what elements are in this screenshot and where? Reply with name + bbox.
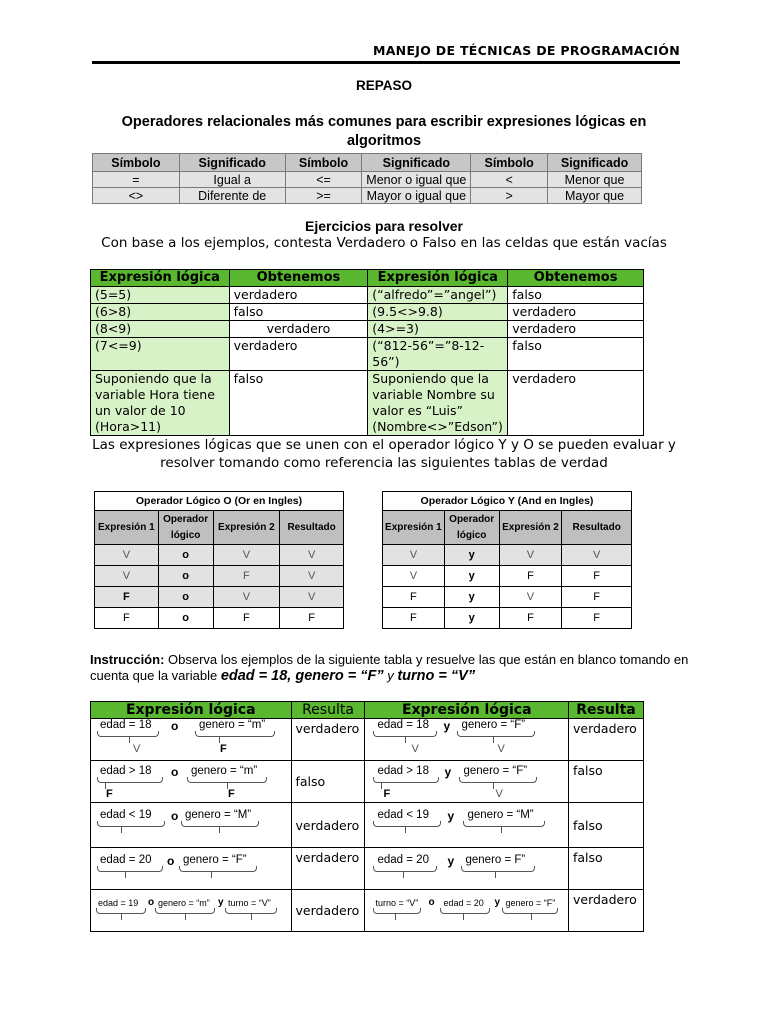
instruction-variables-turno: turno = “V” bbox=[397, 668, 476, 684]
expression-cell bbox=[91, 890, 292, 932]
table-row bbox=[95, 587, 344, 608]
header-cell: Resulta bbox=[291, 702, 365, 719]
table-cell: F bbox=[213, 566, 280, 587]
bracket-tick bbox=[125, 872, 126, 878]
table-cell: F bbox=[562, 587, 632, 608]
table-row bbox=[95, 566, 344, 587]
term-value: F bbox=[220, 743, 227, 755]
table-row bbox=[91, 371, 644, 436]
table-cell: F bbox=[383, 608, 445, 629]
table-cell: o bbox=[158, 545, 213, 566]
expression-term: edad < 19 bbox=[377, 809, 429, 821]
table-cell: V bbox=[213, 545, 280, 566]
operators-header-row bbox=[93, 154, 642, 172]
expression-cell bbox=[365, 719, 569, 761]
bracket-tick bbox=[493, 737, 494, 743]
expression-term: genero = “F” bbox=[505, 898, 556, 908]
table-cell: V bbox=[383, 566, 445, 587]
header-cell: Expresión lógica bbox=[368, 270, 508, 287]
logic-operator: o bbox=[171, 809, 179, 823]
table-row bbox=[91, 287, 644, 304]
result-cell: falso bbox=[568, 761, 643, 803]
header-cell: Obtenemos bbox=[508, 270, 644, 287]
bracket bbox=[97, 731, 159, 737]
answer-cell: verdadero bbox=[508, 371, 644, 436]
logic-operator: y bbox=[443, 719, 451, 733]
term-value: F bbox=[228, 788, 235, 800]
instruction-text bbox=[90, 652, 690, 684]
bracket-tick bbox=[129, 737, 130, 743]
bracket-tick bbox=[395, 914, 396, 920]
header-cell: Significado bbox=[362, 154, 471, 172]
table-cell: <> bbox=[93, 188, 180, 204]
section-title-repaso: REPASO bbox=[355, 78, 412, 93]
bracket-tick bbox=[495, 872, 496, 878]
instruction-lead: Instrucción: bbox=[90, 652, 165, 667]
bracket bbox=[459, 777, 537, 783]
exercises-table bbox=[90, 269, 644, 436]
table-cell: Menor que bbox=[548, 172, 642, 188]
result-cell: verdadero bbox=[291, 803, 365, 848]
instruction-body: Observa los ejemplos de la siguiente tabla y resuelve las que están en blanco tomando en cuenta que la variable bbox=[90, 652, 689, 683]
table-cell: Igual a bbox=[179, 172, 285, 188]
truth-table-or bbox=[94, 491, 344, 629]
table-cell: F bbox=[499, 608, 562, 629]
expression-term: edad > 18 bbox=[100, 765, 152, 777]
header-cell: Expresión lógica bbox=[365, 702, 569, 719]
bracket-tick bbox=[251, 914, 252, 920]
table-row bbox=[91, 338, 644, 371]
bracket-tick bbox=[501, 827, 502, 833]
expression-term: genero = “m” bbox=[199, 719, 266, 731]
truth-table-header-row bbox=[383, 511, 632, 545]
table-cell: Menor o igual que bbox=[362, 172, 471, 188]
table-cell: V bbox=[499, 545, 562, 566]
table-cell: F bbox=[280, 608, 344, 629]
expression-term: edad < 19 bbox=[100, 809, 152, 821]
term-value: V bbox=[411, 743, 419, 755]
relational-operators-table bbox=[92, 153, 642, 204]
table-row bbox=[91, 848, 644, 890]
table-row bbox=[95, 608, 344, 629]
table-cell: F bbox=[383, 587, 445, 608]
table-cell: V bbox=[213, 587, 280, 608]
expression-cell: (9.5<>9.8) bbox=[368, 304, 508, 321]
exercises-header-row bbox=[91, 270, 644, 287]
result-cell: verdadero bbox=[291, 890, 365, 932]
table-row bbox=[95, 545, 344, 566]
term-value: V bbox=[497, 743, 505, 755]
table-cell: y bbox=[444, 566, 499, 587]
table-row bbox=[383, 545, 632, 566]
bracket bbox=[373, 821, 441, 827]
operators-title: Operadores relacionales más comunes para escribir expresiones lógicas en algoritmos bbox=[121, 114, 647, 149]
header-cell: Símbolo bbox=[93, 154, 180, 172]
header-cell: Expresión 1 bbox=[95, 511, 159, 545]
table-cell: F bbox=[213, 608, 280, 629]
header-rule bbox=[92, 61, 680, 64]
bracket-tick bbox=[493, 783, 494, 789]
expression-term: genero = “M” bbox=[467, 809, 534, 821]
expression-term: genero = F” bbox=[465, 854, 526, 866]
truth-table-and bbox=[382, 491, 632, 629]
answer-cell: falso bbox=[229, 304, 368, 321]
table-cell: o bbox=[158, 587, 213, 608]
table-cell: F bbox=[562, 566, 632, 587]
answer-cell: falso bbox=[508, 287, 644, 304]
table-cell: V bbox=[280, 587, 344, 608]
result-cell: falso bbox=[568, 803, 643, 848]
logic-operator: y bbox=[447, 854, 455, 868]
table-row bbox=[383, 566, 632, 587]
bracket-tick bbox=[405, 827, 406, 833]
expression-term: edad = 20 bbox=[100, 854, 152, 866]
bracket bbox=[461, 866, 535, 872]
expression-term: edad > 18 bbox=[377, 765, 429, 777]
exercises-title: Ejercicios para resolver bbox=[305, 218, 463, 234]
expression-term: genero = “F” bbox=[461, 719, 526, 731]
header-cell: Significado bbox=[548, 154, 642, 172]
expression-cell: (7<=9) bbox=[91, 338, 230, 371]
expression-cell: (8<9) bbox=[91, 321, 230, 338]
expression-term: edad = 20 bbox=[377, 854, 429, 866]
document-header-title: MANEJO DE TÉCNICAS DE PROGRAMACIÓN bbox=[372, 43, 680, 58]
answer-cell: verdadero bbox=[229, 338, 368, 371]
table-cell: V bbox=[280, 566, 344, 587]
expression-term: turno = “V” bbox=[375, 898, 419, 908]
logic-operator: y bbox=[444, 765, 452, 779]
logic-operator: o bbox=[171, 719, 179, 733]
bracket bbox=[181, 821, 259, 827]
table-cell: V bbox=[383, 545, 445, 566]
logic-operator: y bbox=[494, 897, 501, 908]
logic-operator: o bbox=[171, 765, 179, 779]
table-cell: y bbox=[444, 587, 499, 608]
truth-table-title: Operador Lógico Y (And en Ingles) bbox=[383, 492, 632, 511]
table-cell: V bbox=[280, 545, 344, 566]
result-cell: falso bbox=[291, 761, 365, 803]
answer-cell: verdadero bbox=[229, 287, 368, 304]
table-cell: y bbox=[444, 545, 499, 566]
table-cell: >= bbox=[285, 188, 362, 204]
logic-operator: y bbox=[447, 809, 455, 823]
header-cell: Operador lógico bbox=[158, 511, 213, 545]
bracket bbox=[97, 866, 163, 872]
table-cell: V bbox=[562, 545, 632, 566]
expression-cell bbox=[91, 803, 292, 848]
bracket-tick bbox=[403, 872, 404, 878]
expression-cell: Suponiendo que la variable Hora tiene un valor de 10 (Hora>11) bbox=[91, 371, 230, 436]
expression-cell: Suponiendo que la variable Nombre su valor es “Luis” (Nombre<>”Edson”) bbox=[368, 371, 508, 436]
expression-term: edad = 19 bbox=[98, 898, 139, 908]
header-cell: Resultado bbox=[562, 511, 632, 545]
table-cell: Mayor o igual que bbox=[362, 188, 471, 204]
header-cell: Símbolo bbox=[285, 154, 362, 172]
bracket-tick bbox=[121, 914, 122, 920]
table-cell: = bbox=[93, 172, 180, 188]
table-row bbox=[93, 188, 642, 204]
header-cell: Expresión 1 bbox=[383, 511, 445, 545]
table-row bbox=[383, 587, 632, 608]
table-cell: y bbox=[444, 608, 499, 629]
expression-cell: (5=5) bbox=[91, 287, 230, 304]
bracket bbox=[440, 908, 490, 914]
expression-cell: (4>=3) bbox=[368, 321, 508, 338]
expression-term: turno = “V” bbox=[228, 898, 271, 908]
table-row bbox=[91, 761, 644, 803]
bracket-tick bbox=[185, 914, 186, 920]
bracket-tick bbox=[405, 737, 406, 743]
expression-term: edad = 20 bbox=[443, 898, 484, 908]
bracket-tick bbox=[211, 872, 212, 878]
bracket-tick bbox=[381, 783, 382, 789]
bracket bbox=[179, 866, 257, 872]
bracket-tick bbox=[219, 827, 220, 833]
bracket bbox=[373, 777, 439, 783]
table-cell: < bbox=[471, 172, 548, 188]
expression-term: genero = “F” bbox=[183, 854, 247, 866]
results-table bbox=[90, 701, 644, 932]
bracket bbox=[97, 821, 165, 827]
table-cell: o bbox=[158, 608, 213, 629]
result-cell: verdadero bbox=[568, 890, 643, 932]
answer-cell: verdadero bbox=[508, 304, 644, 321]
table-cell: o bbox=[158, 566, 213, 587]
table-cell: Mayor que bbox=[548, 188, 642, 204]
expression-term: edad = 18 bbox=[377, 719, 429, 731]
table-row bbox=[93, 172, 642, 188]
table-cell: V bbox=[95, 545, 159, 566]
bracket bbox=[373, 866, 437, 872]
table-row bbox=[91, 803, 644, 848]
term-value: V bbox=[495, 788, 503, 800]
table-row bbox=[91, 321, 644, 338]
exercises-subtitle: Con base a los ejemplos, contesta Verdadero o Falso en las celdas que están vacías bbox=[101, 235, 667, 251]
logic-operator: o bbox=[428, 897, 435, 908]
table-row bbox=[91, 304, 644, 321]
bracket bbox=[463, 821, 545, 827]
term-value: F bbox=[383, 788, 391, 800]
header-cell: Obtenemos bbox=[229, 270, 368, 287]
table-cell: Diferente de bbox=[179, 188, 285, 204]
expression-cell bbox=[365, 761, 569, 803]
answer-cell: falso bbox=[508, 338, 644, 371]
expression-cell: (“812-56”=”8-12-56”) bbox=[368, 338, 508, 371]
result-cell: verdadero bbox=[291, 848, 365, 890]
expression-cell bbox=[365, 803, 569, 848]
answer-cell: falso bbox=[229, 371, 368, 436]
truth-table-header-row bbox=[95, 511, 344, 545]
expression-term: genero = “m” bbox=[191, 765, 258, 777]
expression-cell: (6>8) bbox=[91, 304, 230, 321]
truth-table-title: Operador Lógico O (Or en Ingles) bbox=[95, 492, 344, 511]
header-cell: Resultado bbox=[280, 511, 344, 545]
instruction-conjunction: y bbox=[383, 668, 398, 683]
bracket bbox=[97, 777, 163, 783]
expression-term: genero = “m” bbox=[158, 898, 210, 908]
logic-operator: y bbox=[218, 897, 224, 908]
table-row bbox=[91, 719, 644, 761]
table-cell: F bbox=[499, 566, 562, 587]
term-value: F bbox=[106, 788, 113, 800]
bracket-tick bbox=[121, 827, 122, 833]
bracket-tick bbox=[531, 914, 532, 920]
header-cell: Resulta bbox=[568, 702, 643, 719]
header-cell: Expresión lógica bbox=[91, 270, 230, 287]
term-value: V bbox=[133, 743, 141, 755]
header-cell: Expresión lógica bbox=[91, 702, 292, 719]
bracket-tick bbox=[463, 914, 464, 920]
result-cell: verdadero bbox=[291, 719, 365, 761]
results-header-row bbox=[91, 702, 644, 719]
table-cell: F bbox=[95, 608, 159, 629]
expression-term: genero = “M” bbox=[185, 809, 252, 821]
logic-operator: o bbox=[167, 854, 175, 868]
expression-cell bbox=[91, 719, 292, 761]
table-row bbox=[383, 608, 632, 629]
result-cell: verdadero bbox=[568, 719, 643, 761]
bracket bbox=[195, 731, 275, 737]
table-cell: <= bbox=[285, 172, 362, 188]
header-cell: Símbolo bbox=[471, 154, 548, 172]
bracket bbox=[373, 908, 421, 914]
expression-cell bbox=[91, 761, 292, 803]
table-cell: F bbox=[95, 587, 159, 608]
bracket bbox=[502, 908, 558, 914]
expression-cell bbox=[365, 848, 569, 890]
table-row bbox=[91, 890, 644, 932]
expression-term: edad = 18 bbox=[100, 719, 152, 731]
truth-tables-intro: Las expresiones lógicas que se unen con el operador lógico Y y O se pueden evaluar y resolver tomando como referencia las siguientes tablas de verdad bbox=[92, 437, 676, 471]
table-cell: V bbox=[499, 587, 562, 608]
header-cell: Significado bbox=[179, 154, 285, 172]
instruction-variables: edad = 18, genero = “F” bbox=[220, 668, 384, 684]
header-cell: Expresión 2 bbox=[499, 511, 562, 545]
table-cell: > bbox=[471, 188, 548, 204]
expression-cell: (“alfredo”=”angel”) bbox=[368, 287, 508, 304]
expression-cell bbox=[365, 890, 569, 932]
logic-operator: o bbox=[148, 897, 155, 908]
header-cell: Expresión 2 bbox=[213, 511, 280, 545]
table-cell: V bbox=[95, 566, 159, 587]
answer-cell: verdadero bbox=[508, 321, 644, 338]
expression-cell bbox=[91, 848, 292, 890]
result-cell: falso bbox=[568, 848, 643, 890]
answer-cell: verdadero bbox=[229, 321, 368, 338]
header-cell: Operador lógico bbox=[444, 511, 499, 545]
expression-term: genero = “F” bbox=[463, 765, 528, 777]
bracket bbox=[457, 731, 535, 737]
table-cell: F bbox=[562, 608, 632, 629]
